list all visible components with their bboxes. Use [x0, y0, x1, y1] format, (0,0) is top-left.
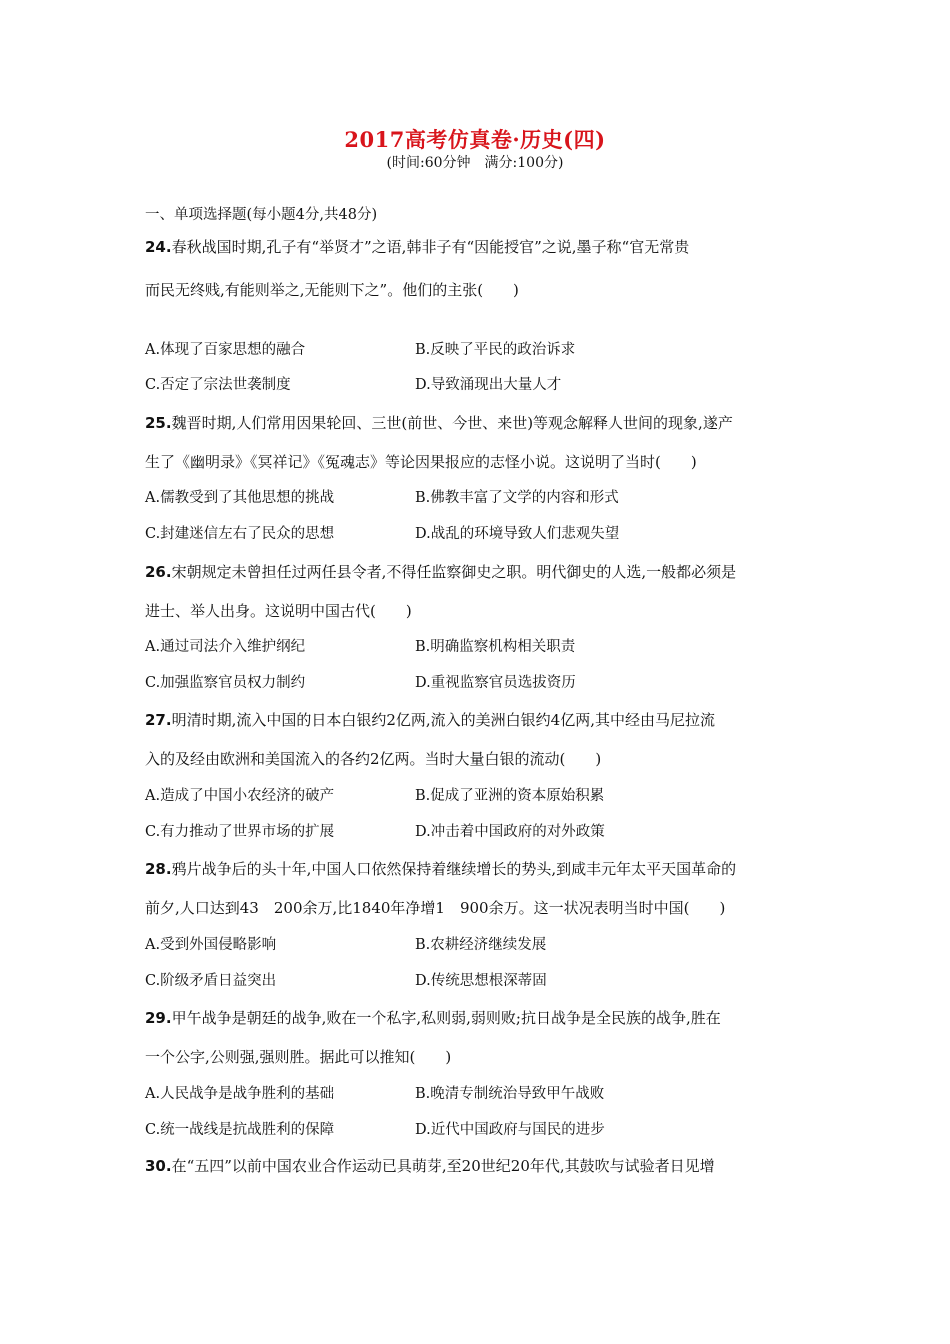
- question-24-line-2: 而民无终贱,有能则举之,无能则下之”。他们的主张( ): [145, 281, 519, 299]
- option-d[interactable]: D.冲击着中国政府的对外政策: [415, 824, 605, 840]
- option-b[interactable]: B.反映了平民的政治诉求: [415, 342, 576, 358]
- option-a[interactable]: A.体现了百家思想的融合: [145, 342, 306, 358]
- question-number: 26.: [145, 563, 172, 581]
- question-number: 25.: [145, 414, 172, 432]
- option-b[interactable]: B.晚清专制统治导致甲午战败: [415, 1086, 605, 1102]
- question-27-line-1: [145, 710, 810, 730]
- question-text: 在“五四”以前中国农业合作运动已具萌芽,至20世纪20年代,其鼓吹与试验者日见增: [171, 1157, 715, 1175]
- question-30-line-1: [145, 1156, 810, 1176]
- question-text: 春秋战国时期,孔子有“举贤才”之语,韩非子有“因能授官”之说,墨子称“官无常贵: [171, 238, 690, 256]
- option-a[interactable]: A.通过司法介入维护纲纪: [145, 639, 306, 655]
- section-title: 一、单项选择题(每小题4分,共48分): [145, 207, 378, 223]
- question-29-line-2: 一个公字,公则强,强则胜。据此可以推知( ): [145, 1048, 452, 1066]
- question-text: 明清时期,流入中国的日本白银约2亿两,流入的美洲白银约4亿两,其中经由马尼拉流: [171, 711, 715, 729]
- question-number: 30.: [145, 1157, 172, 1175]
- option-b[interactable]: B.促成了亚洲的资本原始积累: [415, 788, 605, 804]
- option-b[interactable]: B.农耕经济继续发展: [415, 937, 547, 953]
- question-26-line-1: [145, 562, 810, 582]
- question-28-line-2: 前夕,人口达到43 200余万,比1840年净增1 900余万。这一状况表明当时中国( ): [145, 899, 726, 917]
- option-a[interactable]: A.受到外国侵略影响: [145, 937, 277, 953]
- option-c[interactable]: C.统一战线是抗战胜利的保障: [145, 1122, 335, 1138]
- question-25-line-1: [145, 413, 810, 433]
- exam-title: 2017高考仿真卷·历史(四): [344, 127, 606, 152]
- question-24-line-1: [145, 237, 810, 257]
- option-a[interactable]: A.儒教受到了其他思想的挑战: [145, 490, 335, 506]
- question-text: 魏晋时期,人们常用因果轮回、三世(前世、今世、来世)等观念解释人世间的现象,遂产: [171, 414, 733, 432]
- option-d[interactable]: D.导致涌现出大量人才: [415, 377, 562, 393]
- option-a[interactable]: A.造成了中国小农经济的破产: [145, 788, 335, 804]
- option-c[interactable]: C.加强监察官员权力制约: [145, 675, 306, 691]
- question-number: 28.: [145, 860, 172, 878]
- option-a[interactable]: A.人民战争是战争胜利的基础: [145, 1086, 335, 1102]
- question-28-line-1: [145, 859, 810, 879]
- option-d[interactable]: D.重视监察官员选拔资历: [415, 675, 576, 691]
- question-27-line-2: 入的及经由欧洲和美国流入的各约2亿两。当时大量白银的流动( ): [145, 750, 602, 768]
- question-29-line-1: [145, 1008, 810, 1028]
- question-number: 24.: [145, 238, 172, 256]
- option-c[interactable]: C.封建迷信左右了民众的思想: [145, 526, 335, 542]
- question-text: 鸦片战争后的头十年,中国人口依然保持着继续增长的势头,到咸丰元年太平天国革命的: [171, 860, 737, 878]
- option-d[interactable]: D.近代中国政府与国民的进步: [415, 1122, 605, 1138]
- question-text: 宋朝规定未曾担任过两任县令者,不得任监察御史之职。明代御史的人选,一般都必须是: [171, 563, 737, 581]
- question-26-line-2: 进士、举人出身。这说明中国古代( ): [145, 602, 412, 620]
- option-c[interactable]: C.阶级矛盾日益突出: [145, 973, 277, 989]
- question-text: 甲午战争是朝廷的战争,败在一个私字,私则弱,弱则败;抗日战争是全民族的战争,胜在: [171, 1009, 721, 1027]
- option-c[interactable]: C.否定了宗法世袭制度: [145, 377, 291, 393]
- option-c[interactable]: C.有力推动了世界市场的扩展: [145, 824, 335, 840]
- option-d[interactable]: D.传统思想根深蒂固: [415, 973, 547, 989]
- question-number: 29.: [145, 1009, 172, 1027]
- option-d[interactable]: D.战乱的环境导致人们悲观失望: [415, 526, 620, 542]
- exam-subtitle: (时间:60分钟 满分:100分): [386, 155, 564, 171]
- question-number: 27.: [145, 711, 172, 729]
- question-25-line-2: 生了《幽明录》《冥祥记》《冤魂志》等论因果报应的志怪小说。这说明了当时( ): [145, 453, 697, 471]
- option-b[interactable]: B.明确监察机构相关职责: [415, 639, 576, 655]
- option-b[interactable]: B.佛教丰富了文学的内容和形式: [415, 490, 619, 506]
